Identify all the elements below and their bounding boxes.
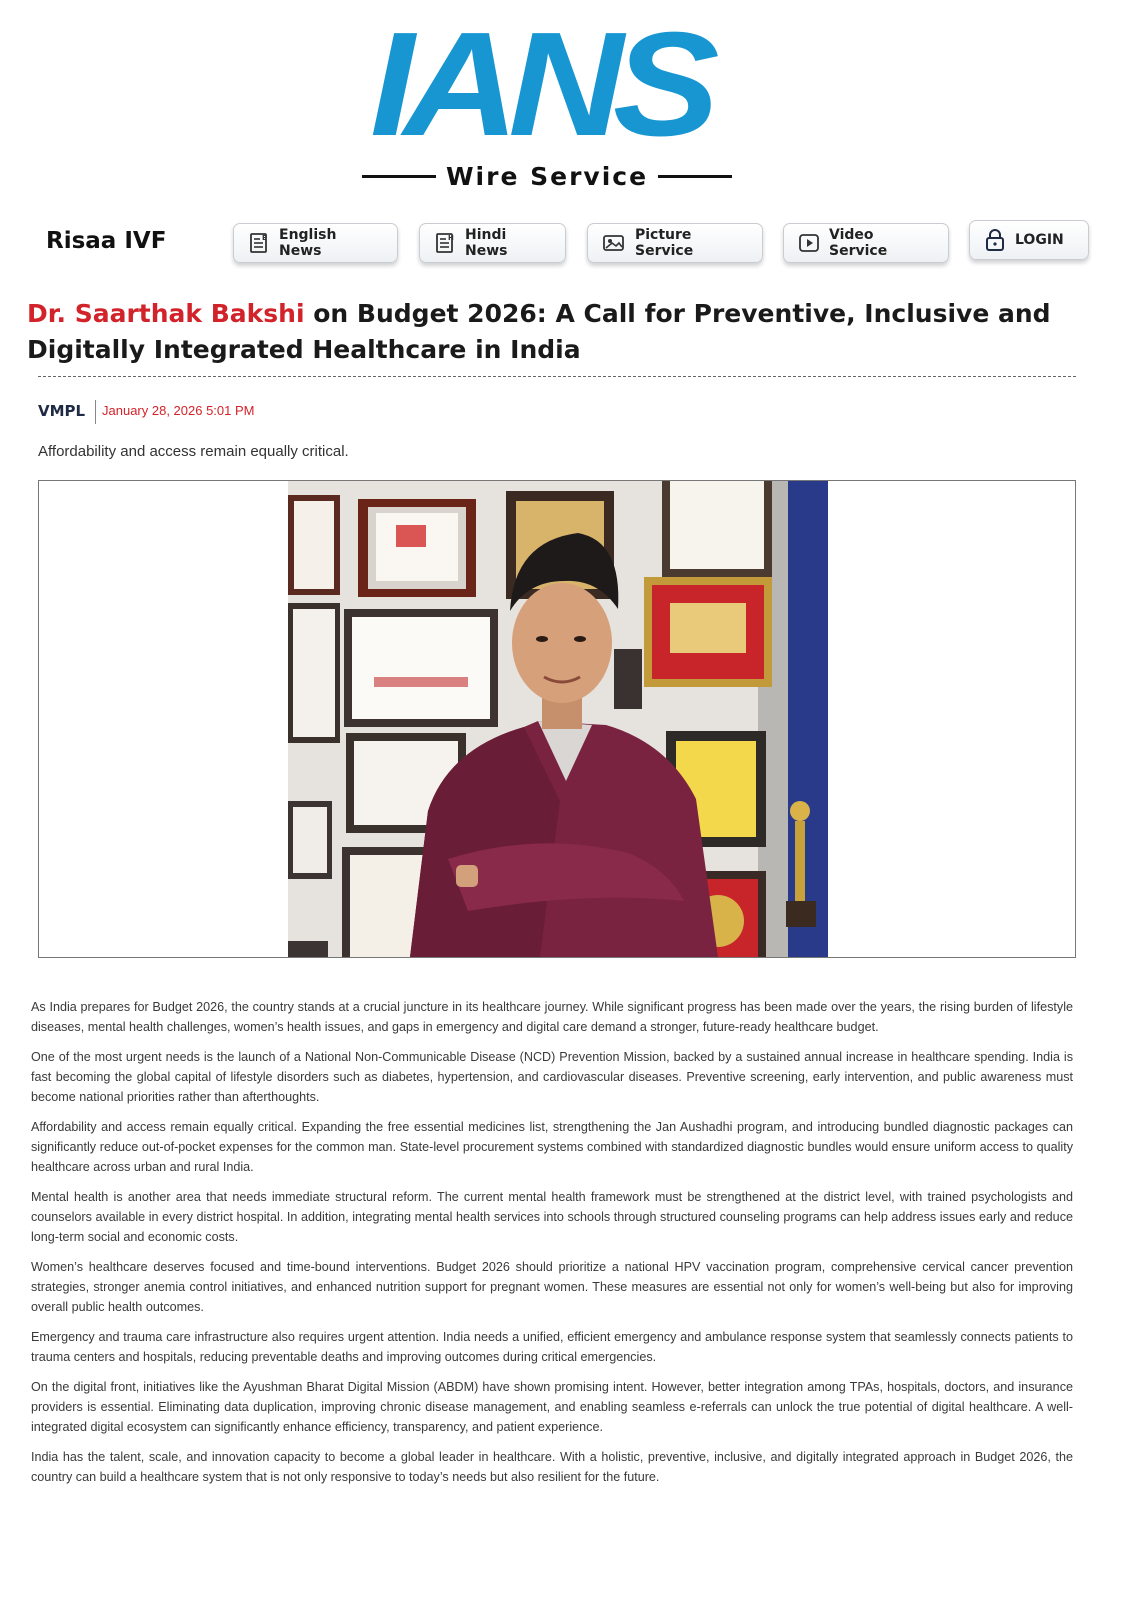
article-paragraph: As India prepares for Budget 2026, the country stands at a crucial juncture in its healthcare journey. While significant progress has been made over the years, the rising burden of lifestyle diseases, mental health challenges, women’s health issues, and gaps in emergency and digital care demand a stronger, future-ready healthcare budget.: [31, 1000, 1073, 1034]
article-paragraph: Mental health is another area that needs immediate structural reform. The current mental health framework must be strengthened at the district level, with trained psychologists and counselors available in every district hospital. In addition, integrating mental health services into schools through structured counseling programs can help address issues early and reduce long-term social and economic costs.: [31, 1190, 1073, 1244]
article-headline: [27, 296, 1107, 368]
nav-picture-service-button[interactable]: [587, 223, 763, 263]
headline-name: Dr. Saarthak Bakshi: [27, 299, 305, 328]
nav-english-news-button[interactable]: [233, 223, 398, 263]
logo-subtitle: Wire Service: [445, 161, 649, 191]
logo-subtitle-row: [362, 156, 732, 196]
article-paragraph: Women’s healthcare deserves focused and time-bound interventions. Budget 2026 should prioritize a national HPV vaccination program, comprehensive cervical cancer prevention strategies, stronger anemia control initiatives, and enhanced nutrition support for pregnant women. These measures are essential not only for women’s well-being but also for improving overall public health outcomes.: [31, 1260, 1073, 1314]
article-paragraph: One of the most urgent needs is the launch of a National Non-Communicable Disease (NCD) Prevention Mission, backed by a sustained annual increase in healthcare spending. India is fast becoming the global capital of lifestyle disorders such as diabetes, hypertension, and cardiovascular diseases. Preventive screening, early intervention, and public awareness must become national priorities rather than afterthoughts.: [31, 1050, 1073, 1104]
article-paragraph: Affordability and access remain equally critical. Expanding the free essential medicines list, strengthening the Jan Aushadhi program, and introducing bundled diagnostic packages can significantly reduce out-of-pocket expenses for the common man. State-level procurement systems combined with standardized diagnostic bundles would ensure uniform access to quality healthcare across urban and rural India.: [31, 1120, 1073, 1174]
nav-picture-service-label: Picture Service: [635, 227, 694, 259]
nav-video-service-label: Video Service: [829, 227, 888, 259]
ians-logo[interactable]: [362, 2, 742, 191]
headline-divider: [38, 376, 1076, 377]
meta-separator: [95, 400, 96, 424]
picture-icon: [602, 232, 626, 254]
article-photo[interactable]: [288, 481, 828, 957]
site-name: Risaa IVF: [46, 228, 167, 254]
logo-line-left: [362, 175, 436, 178]
nav-hindi-news-button[interactable]: [419, 223, 566, 263]
article-photo-frame: [38, 480, 1076, 958]
article-date: January 28, 2026 5:01 PM: [102, 403, 255, 418]
article-source[interactable]: VMPL: [38, 402, 86, 420]
nav-video-service-button[interactable]: [783, 223, 949, 263]
article-summary: Affordability and access remain equally critical.: [38, 443, 349, 460]
article-paragraph: Emergency and trauma care infrastructure also requires urgent attention. India needs a unified, efficient emergency and ambulance response system that seamlessly connects patients to trauma centers and hospitals, reducing preventable deaths and improving outcomes during critical emergencies.: [31, 1330, 1073, 1364]
headline-rest: on Budget 2026: A Call for Preventive, Inclusive and Digitally Integrated Healthcare in India: [27, 299, 1051, 364]
nav-english-news-label: English News: [279, 227, 337, 259]
logo-letters: IANS: [370, 2, 709, 167]
article-paragraph: On the digital front, initiatives like the Ayushman Bharat Digital Mission (ABDM) have shown promising intent. However, better integration among TPAs, hospitals, doctors, and insurance providers is essential. Eliminating data duplication, improving chronic disease management, and enabling seamless e-referrals can unlock the true potential of digital healthcare. A well-integrated digital ecosystem can significantly enhance efficiency, transparency, and patient experience.: [31, 1380, 1073, 1434]
article-paragraph: India has the talent, scale, and innovation capacity to become a global leader in healthcare. With a holistic, preventive, inclusive, and digitally integrated approach in Budget 2026, the country can build a healthcare system that is not only responsive to today’s needs but also resilient for the future.: [31, 1450, 1073, 1484]
nav-hindi-news-label: Hindi News: [465, 227, 508, 259]
nav-login-button[interactable]: [969, 220, 1089, 260]
newspaper-e-icon: [248, 232, 270, 254]
article-body: [31, 997, 1073, 1497]
logo-line-right: [658, 175, 732, 178]
portrait-illustration: [288, 481, 828, 957]
nav-login-label: LOGIN: [1015, 232, 1064, 248]
newspaper-h-icon: [434, 232, 456, 254]
lock-icon: [984, 228, 1006, 252]
svg-text:H: H: [448, 234, 454, 242]
play-icon: [798, 232, 820, 254]
svg-text:E: E: [262, 234, 267, 242]
